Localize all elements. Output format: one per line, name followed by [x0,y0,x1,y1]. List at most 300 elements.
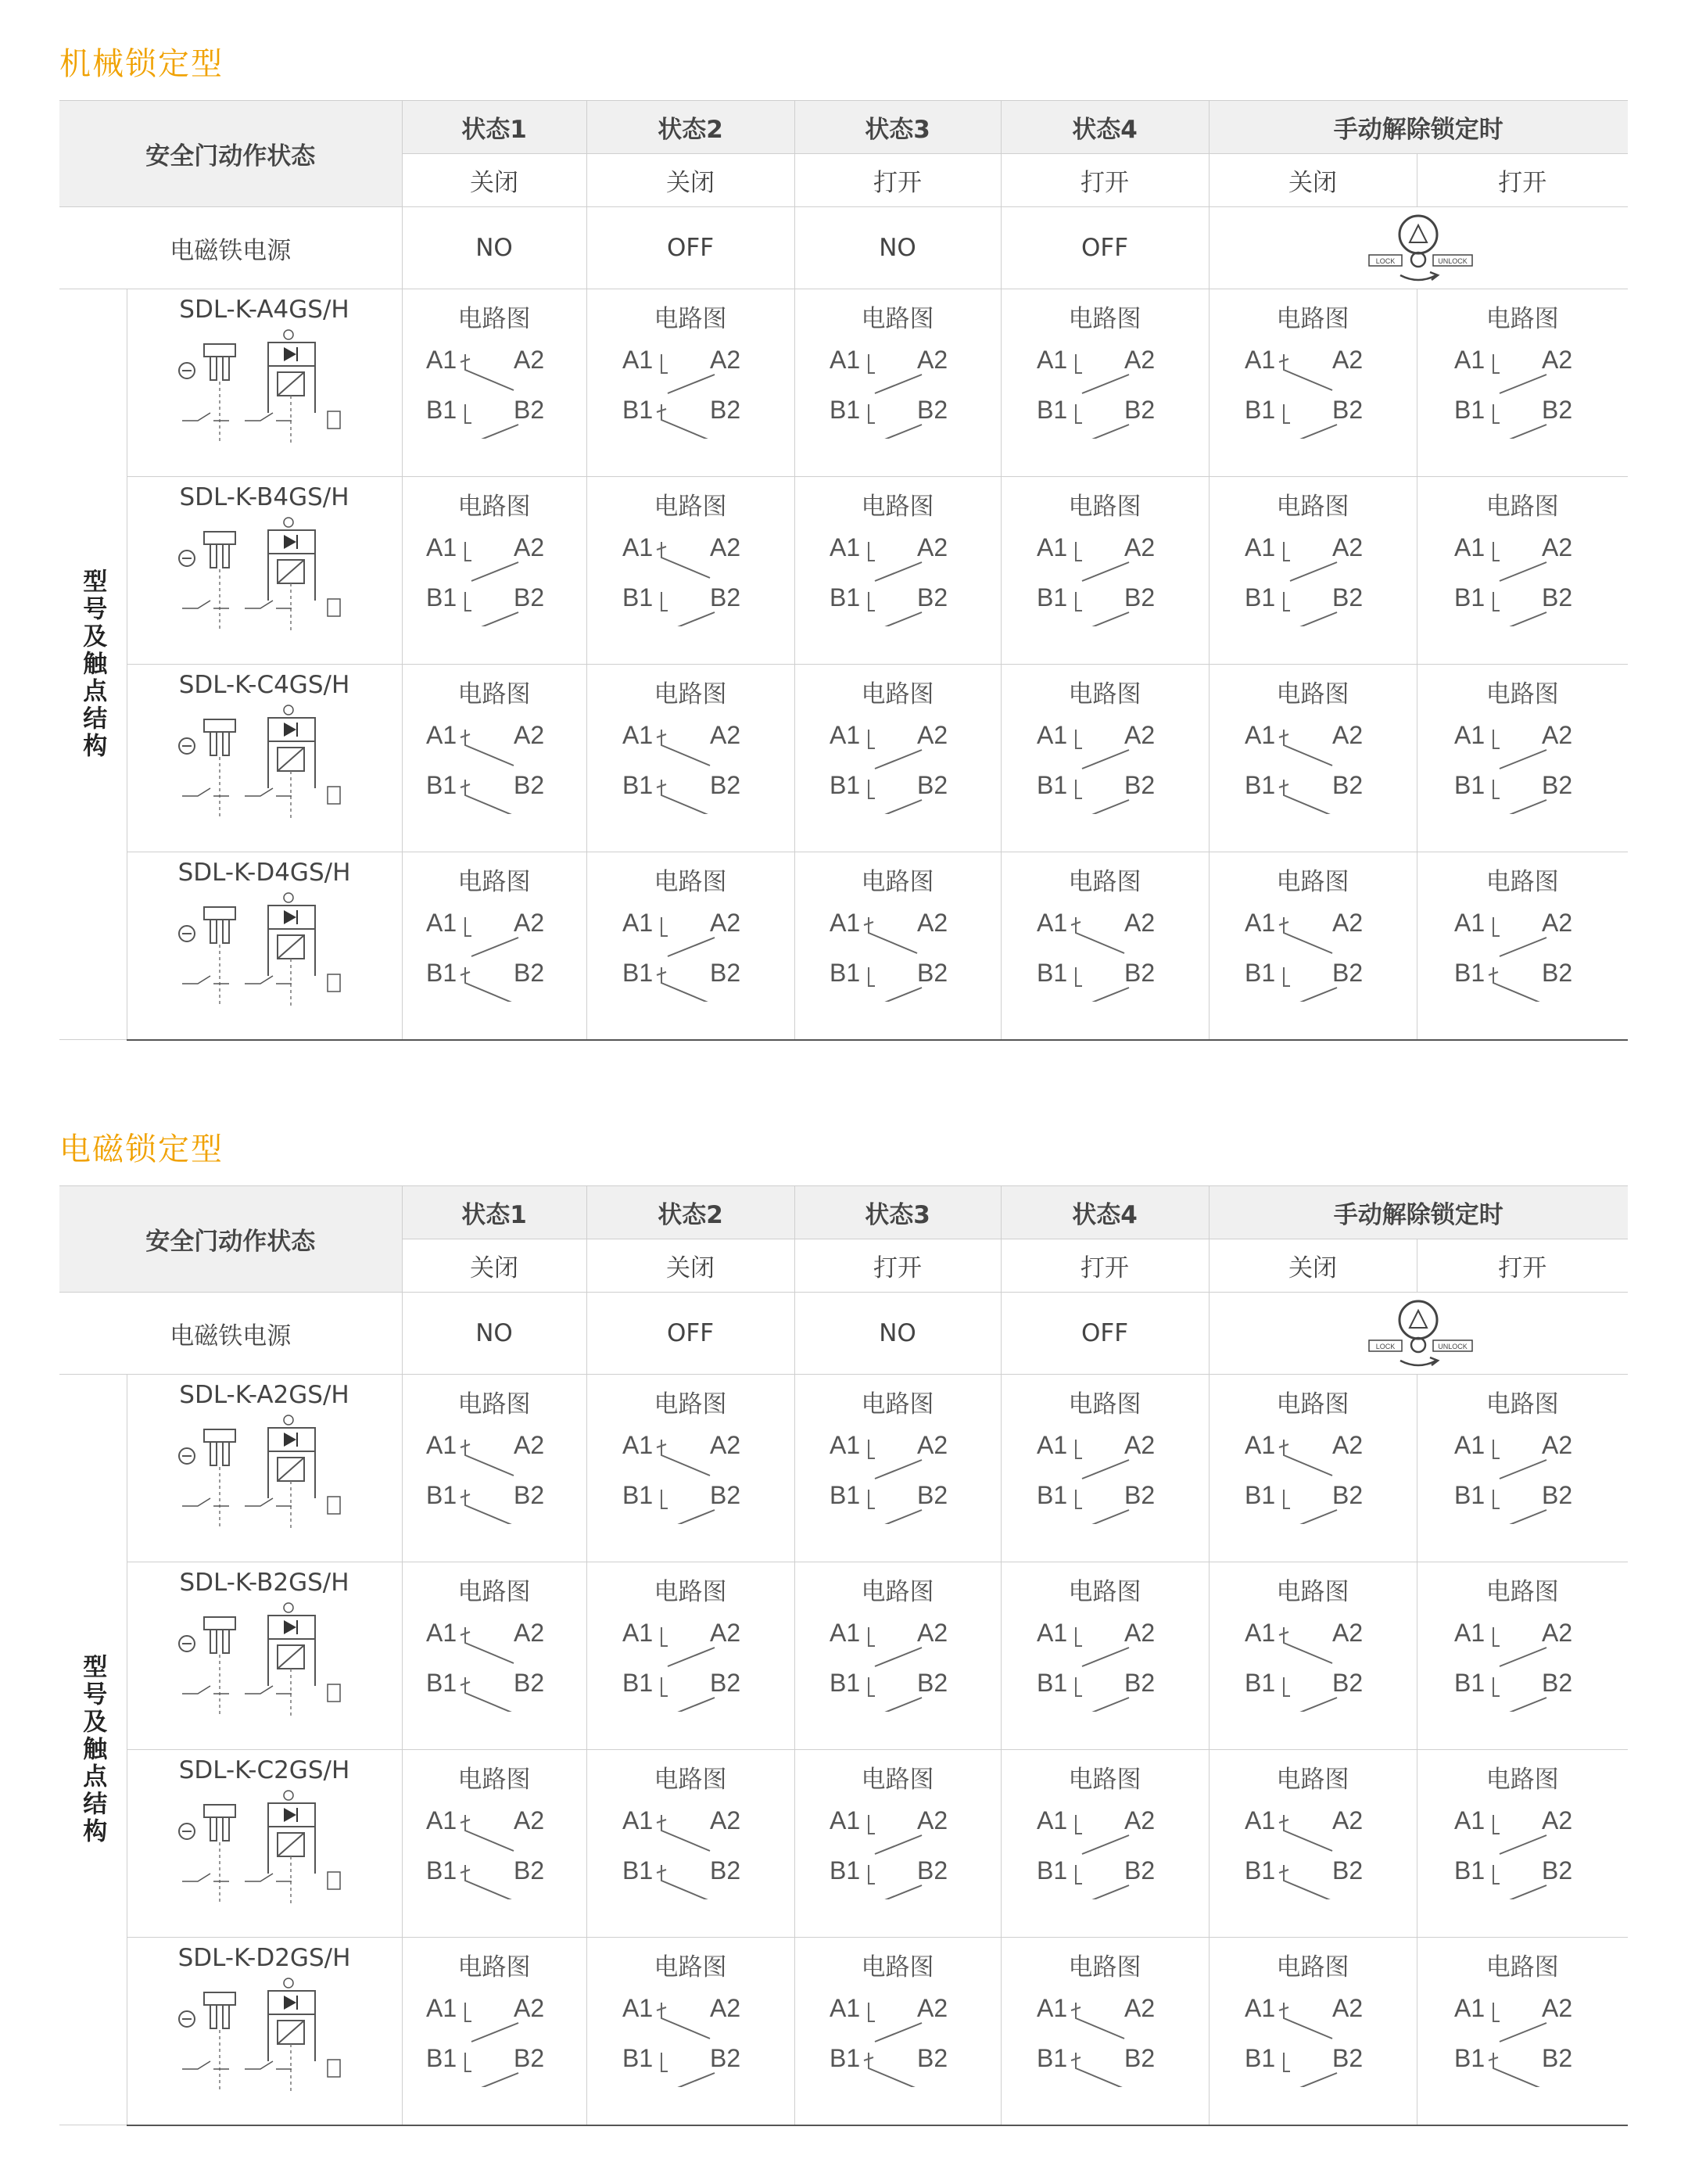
model-cell [127,1938,402,2125]
key-shaft [210,1817,217,1841]
contact-diagram [1030,712,1179,814]
terminal-label: B2 [1124,1481,1156,1509]
terminal-label: A2 [1124,721,1156,749]
open-contact-line [1284,1490,1290,1508]
contact-a1-a2 [1245,909,1363,953]
contact-b1-b2 [622,771,740,814]
terminal-label: A1 [1245,1431,1276,1459]
terminal-label: A1 [1454,533,1486,561]
open-contact-line [869,1677,875,1696]
terminal-label: B2 [1332,583,1364,611]
terminal-label: B2 [514,1481,545,1509]
terminal-label: A1 [622,1994,654,2022]
dial-icon [1399,216,1437,253]
contact-b1-b2 [1454,583,1572,626]
open-contact-line [1076,542,1082,561]
circuit-diagram-label: 电路图 [1276,868,1349,896]
open-contact-blade [1500,1835,1546,1854]
open-contact-blade [1082,1885,1129,1899]
key-shaft [210,2005,217,2028]
model-cell [127,852,402,1040]
terminal-label: B1 [830,2044,861,2072]
circuit-diagram-cell [402,477,586,665]
state-2-header: 状态2 [586,1186,794,1239]
terminal-label: B1 [1245,959,1276,987]
diode-icon [284,1808,296,1822]
terminal-label: A2 [917,1806,948,1834]
contact-a1-a2 [622,346,740,393]
contact-b1-b2 [1037,959,1155,1002]
terminal-label: A2 [514,533,545,561]
terminal-label: B2 [1124,771,1156,799]
diode-icon [284,910,296,924]
contact-b1-b2 [426,583,544,626]
model-structure-diagram [167,702,362,819]
terminal-label: A1 [1245,1994,1276,2022]
closed-contact-line [465,1490,514,1524]
lamp-icon [284,893,293,902]
terminal-label: B2 [514,1856,545,1885]
open-contact-line [1076,1440,1082,1458]
open-contact-blade [668,612,715,626]
terminal-label: B2 [917,959,948,987]
contact-b1-b2 [830,771,948,814]
contact-a1-a2 [1454,721,1572,769]
power-status-cell: OFF [586,1293,794,1375]
open-contact-blade [875,2023,922,2042]
terminal-label: A1 [830,1619,861,1647]
contact-b1-b2 [830,2044,948,2087]
contact-a1-a2 [622,909,740,956]
circuit-diagram-cell [402,1938,586,2125]
open-contact-line [1493,542,1500,561]
closed-contact-line [1493,2053,1542,2087]
terminal-label: B1 [426,396,457,424]
contact-diagram [823,525,972,626]
contact-a1-a2 [830,909,948,953]
closed-contact-line [1284,917,1332,953]
closed-contact-line [1076,2053,1124,2087]
contact-symbol [182,413,229,421]
model-name: SDL-K-A2GS/H [179,1381,349,1409]
key-shaft [210,1442,217,1465]
contact-b1-b2 [1454,396,1572,439]
circuit-diagram-label: 电路图 [1068,1578,1141,1606]
terminal-label: A1 [830,533,861,561]
open-contact-line [1076,730,1082,748]
contact-a1-a2 [1037,909,1155,953]
key-icon [204,1992,235,2005]
model-structure-diagram [167,1975,362,2093]
terminal-label: B1 [1037,771,1068,799]
circuit-diagram-cell [794,1562,1001,1750]
diode-icon [284,723,296,737]
open-contact-line [1284,967,1290,986]
open-contact-blade [668,375,715,393]
closed-contact-line [1076,917,1124,953]
door-status-cell: 打开 [1001,1239,1209,1293]
terminal-label: B1 [622,771,654,799]
terminal-label: B1 [830,1669,861,1697]
coil-slash [278,748,304,771]
model-structure-diagram [167,1600,362,1717]
circuit-diagram-label: 电路图 [1276,305,1349,333]
circuit-diagram-label: 电路图 [457,680,531,708]
open-contact-blade [1290,988,1337,1002]
power-row [59,1293,1628,1375]
terminal-label: A1 [830,346,861,374]
contact-b1-b2 [1037,2044,1155,2087]
closed-contact-line [1284,1440,1332,1476]
open-contact-blade [875,425,922,439]
open-contact-blade [875,1460,922,1479]
power-status-cell: NO [402,1293,586,1375]
state-1-header: 状态1 [402,1186,586,1239]
model-name: SDL-K-B4GS/H [179,483,349,511]
open-contact-line [1493,917,1500,936]
contact-a1-a2 [830,346,948,393]
contact-b1-b2 [1245,583,1363,626]
contact-a1-a2 [622,1431,740,1476]
terminal-label: A2 [1542,346,1573,374]
closed-contact-line [465,730,514,766]
terminal-label: B2 [1332,771,1364,799]
contact-a1-a2 [426,721,544,766]
closed-contact-line [1284,1865,1332,1899]
unlock-label: UNLOCK [1438,257,1468,265]
manual-release-header: 手动解除锁定时 [1209,1186,1628,1239]
terminal-label: B1 [1245,1481,1276,1509]
contact-diagram [823,900,972,1002]
contact-symbol [245,601,292,608]
terminal-label: B1 [622,583,654,611]
power-label: 电磁铁电源 [59,207,402,289]
terminal-label: B1 [622,1481,654,1509]
model-structure-side-label-cell [59,1375,127,2125]
terminal-label: B2 [710,771,741,799]
open-contact-line [869,1490,875,1508]
contact-symbol [182,1498,229,1506]
terminal-label: A1 [1454,1994,1486,2022]
terminal-label: A2 [917,1619,948,1647]
open-contact-line [1493,730,1500,748]
open-contact-blade [1082,612,1129,626]
open-contact-blade [471,562,518,581]
circuit-diagram-label: 电路图 [1486,1390,1559,1418]
open-contact-line [1076,967,1082,986]
terminal-label: B2 [1332,959,1364,987]
contact-a1-a2 [1037,533,1155,581]
switch-symbol [328,974,340,992]
key-shaft [223,1442,229,1465]
contact-diagram [1030,1610,1179,1712]
terminal-label: A2 [917,533,948,561]
open-contact-blade [471,938,518,956]
contact-b1-b2 [1037,583,1155,626]
contact-diagram [616,337,765,439]
contact-symbol [245,2061,292,2069]
contact-a1-a2 [426,1431,544,1476]
terminal-label: B1 [1037,1856,1068,1885]
contact-b1-b2 [622,396,740,439]
circuit-diagram-label: 电路图 [654,1390,727,1418]
key-icon [204,719,235,732]
terminal-label: B1 [1245,396,1276,424]
contact-diagram [1448,1422,1597,1524]
circuit-diagram-cell [1001,665,1209,852]
contact-a1-a2 [1245,721,1363,766]
open-contact-blade [668,2073,715,2087]
door-status-cell: 关闭 [586,1239,794,1293]
terminal-label: A2 [710,1994,741,2022]
key-icon [204,1805,235,1817]
open-contact-blade [1500,938,1546,956]
contact-a1-a2 [830,1994,948,2042]
open-contact-blade [875,1835,922,1854]
terminal-label: A1 [1037,1431,1068,1459]
terminal-label: A1 [426,533,457,561]
contact-b1-b2 [830,1856,948,1899]
terminal-label: B1 [426,583,457,611]
contact-diagram [823,1985,972,2087]
contact-diagram [1238,1798,1387,1899]
contact-diagram [420,1985,568,2087]
circuit-diagram-cell [1417,1938,1628,2125]
terminal-label: A2 [1332,1619,1364,1647]
terminal-label: A2 [1542,1431,1573,1459]
terminal-label: B1 [1454,2044,1486,2072]
contact-diagram [1238,900,1387,1002]
contact-b1-b2 [1245,396,1363,439]
model-structure-diagram [167,327,362,444]
contact-b1-b2 [426,959,544,1002]
contact-a1-a2 [426,1619,544,1663]
terminal-label: B2 [1542,583,1573,611]
open-contact-blade [471,2023,518,2042]
key-shaft [223,1817,229,1841]
circuit-diagram-cell [794,477,1001,665]
manual-release-lock-icon [1352,213,1485,283]
state-3-header: 状态3 [794,1186,1001,1239]
open-contact-blade [668,1698,715,1712]
switch-symbol [328,1872,340,1889]
contact-symbol [182,788,229,796]
circuit-diagram-label: 电路图 [1276,680,1349,708]
contact-b1-b2 [1454,2044,1572,2087]
contact-symbol [245,788,292,796]
circuit-diagram-label: 电路图 [1068,1766,1141,1794]
closed-contact-line [661,1815,710,1851]
model-row [59,665,1628,852]
contact-diagram [823,712,972,814]
terminal-label: A2 [710,1431,741,1459]
terminal-label: B1 [426,2044,457,2072]
open-contact-blade [1500,425,1546,439]
terminal-label: B1 [426,1481,457,1509]
terminal-label: B2 [710,583,741,611]
contact-diagram [1030,1422,1179,1524]
open-contact-blade [1082,1510,1129,1524]
terminal-label: B1 [1037,959,1068,987]
model-structure-diagram [167,1412,362,1530]
terminal-label: B1 [830,1481,861,1509]
closed-contact-line [465,967,514,1002]
circuit-diagram-label: 电路图 [457,305,531,333]
open-contact-blade [1290,2073,1337,2087]
circuit-diagram-cell [1001,1375,1209,1562]
closed-contact-line [869,2053,917,2087]
open-contact-line [1076,404,1082,423]
contact-b1-b2 [426,1669,544,1712]
side-label: 型号及触点结构 [78,568,107,760]
switch-symbol [328,1684,340,1702]
terminal-label: B2 [514,583,545,611]
open-contact-line [661,917,668,936]
key-shaft [210,1630,217,1653]
power-label: 电磁铁电源 [59,1293,402,1375]
key-shaft [223,357,229,380]
circuit-diagram-label: 电路图 [1276,1578,1349,1606]
terminal-label: A1 [426,346,457,374]
terminal-label: A1 [830,1431,861,1459]
terminal-label: A1 [426,1619,457,1647]
terminal-label: A2 [1542,533,1573,561]
open-contact-line [1493,1677,1500,1696]
contact-a1-a2 [830,1619,948,1666]
open-contact-line [1493,2003,1500,2021]
circuit-diagram-cell [1209,1562,1417,1750]
circuit-diagram-cell [402,852,586,1040]
switch-symbol [328,599,340,616]
contact-symbol [182,601,229,608]
terminal-label: A1 [1245,1806,1276,1834]
circuit-diagram-cell [1001,1562,1209,1750]
diode-icon [284,1433,296,1447]
contact-a1-a2 [1245,1994,1363,2039]
door-status-cell: 打开 [1417,154,1628,207]
contact-symbol [182,976,229,984]
open-contact-blade [875,1698,922,1712]
terminal-label: B1 [1454,1856,1486,1885]
open-contact-line [869,1865,875,1884]
circuit-diagram-label: 电路图 [1486,1953,1559,1981]
open-contact-line [1284,1677,1290,1696]
circuit-diagram-cell [794,852,1001,1040]
contact-b1-b2 [1454,1669,1572,1712]
contact-a1-a2 [1245,1806,1363,1851]
contact-diagram [1448,1985,1597,2087]
open-contact-line [1076,1815,1082,1834]
terminal-label: A2 [514,721,545,749]
contact-b1-b2 [1454,1481,1572,1524]
terminal-label: A1 [1037,721,1068,749]
circuit-diagram-label: 电路图 [457,868,531,896]
circuit-diagram-cell [794,289,1001,477]
terminal-label: A2 [514,909,545,937]
contact-diagram [823,1798,972,1899]
open-contact-blade [1500,1885,1546,1899]
terminal-label: A2 [1542,1619,1573,1647]
contact-a1-a2 [1245,1431,1363,1476]
contact-diagram [1030,1798,1179,1899]
lamp-icon [284,1415,293,1425]
switch-symbol [328,411,340,429]
terminal-label: A2 [1542,909,1573,937]
key-shaft [223,732,229,755]
contact-a1-a2 [426,1806,544,1851]
header-row-states [59,1186,1628,1239]
contact-b1-b2 [622,1669,740,1712]
terminal-label: B2 [514,959,545,987]
open-contact-line [1493,354,1500,373]
closed-contact-line [1284,780,1332,814]
closed-contact-line [1076,2003,1124,2039]
contact-b1-b2 [622,583,740,626]
contact-diagram [1238,337,1387,439]
unlock-label: UNLOCK [1438,1343,1468,1350]
terminal-label: A2 [514,1994,545,2022]
open-contact-blade [1082,988,1129,1002]
terminal-label: A1 [622,721,654,749]
terminal-label: B1 [1245,1856,1276,1885]
terminal-label: A2 [514,1806,545,1834]
closed-contact-line [661,542,710,578]
circuit-diagram-label: 电路图 [1486,305,1559,333]
lamp-icon [284,518,293,527]
terminal-label: A1 [1454,346,1486,374]
model-cell [127,1375,402,1562]
circuit-diagram-cell [1417,289,1628,477]
open-contact-blade [1500,800,1546,814]
contact-diagram [1448,1610,1597,1712]
closed-contact-line [465,1815,514,1851]
terminal-label: B1 [426,771,457,799]
open-contact-blade [1082,1835,1129,1854]
terminal-label: B1 [622,2044,654,2072]
key-icon [204,344,235,357]
contact-b1-b2 [1037,1669,1155,1712]
terminal-label: A1 [426,721,457,749]
circuit-diagram-label: 电路图 [861,1578,934,1606]
contact-diagram [823,1610,972,1712]
terminal-label: B1 [1037,1669,1068,1697]
contact-a1-a2 [426,909,544,956]
open-contact-blade [1500,612,1546,626]
manual-release-icon-cell [1209,1293,1628,1375]
contact-diagram [1448,337,1597,439]
circuit-diagram-cell [586,1562,794,1750]
terminal-label: A1 [1454,909,1486,937]
open-contact-line [1493,1490,1500,1508]
dial-arrow-icon [1410,225,1427,242]
terminal-label: B2 [1124,583,1156,611]
terminal-label: B1 [830,771,861,799]
rotate-arrow-icon [1400,1361,1436,1365]
contact-b1-b2 [426,1481,544,1524]
contact-a1-a2 [1454,1994,1572,2042]
contact-diagram [420,900,568,1002]
terminal-label: B2 [1124,959,1156,987]
terminal-label: A1 [1454,1619,1486,1647]
terminal-label: A1 [1037,1806,1068,1834]
terminal-label: B2 [514,2044,545,2072]
open-contact-line [1076,1677,1082,1696]
circuit-diagram-label: 电路图 [1068,305,1141,333]
contact-b1-b2 [426,771,544,814]
contact-b1-b2 [1454,959,1572,1002]
coil-slash [278,1645,304,1669]
open-contact-line [661,354,668,373]
